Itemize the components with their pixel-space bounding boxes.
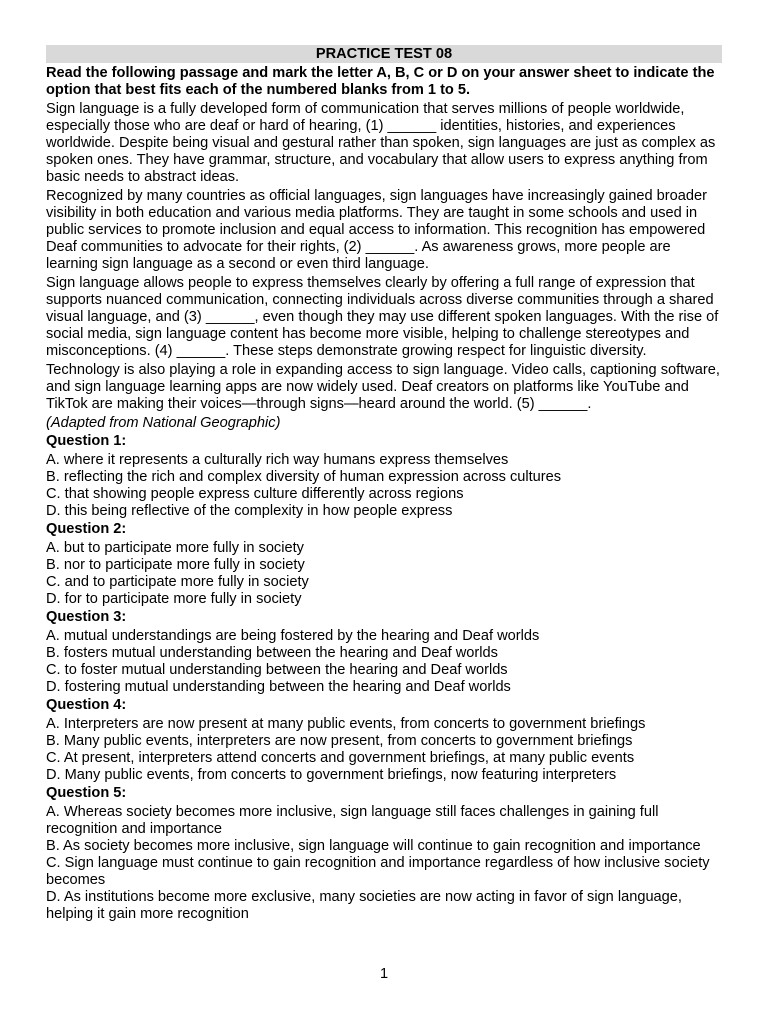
option-b: B. As society becomes more inclusive, sign language will continue to gain recognition and importance (46, 838, 701, 854)
passage-paragraph-1: Sign language is a fully developed form of communication that serves millions of people worldwide, especially those who are deaf or hard of hearing, (1) ______ identities, histories, and experiences worldwide. Despite being visual and gestural rather than spoken, sign languages are just as complex as spoken ones. They have grammar, structure, and vocabulary that allow users to express anything from basic needs to abstract ideas. (46, 101, 716, 185)
option-d: D. this being reflective of the complexity in how people express (46, 503, 453, 519)
instruction-text: Read the following passage and mark the letter A, B, C or D on your answer sheet to indicate the option that best fits each of the numbered blanks from 1 to 5. (46, 65, 715, 98)
source-citation: (Adapted from National Geographic) (46, 415, 281, 431)
passage-paragraph-2: Recognized by many countries as official languages, sign languages have increasingly gained broader visibility in both education and various media platforms. They are taught in some schools and used in public services to promote inclusion and equal access to information. This recognition has empowered Deaf communities to advocate for their rights, (2) ______. As awareness grows, more people are learning sign language as a second or even third language. (46, 188, 707, 272)
question-1 (46, 433, 722, 520)
question-3 (46, 609, 722, 696)
option-a: A. mutual understandings are being fostered by the hearing and Deaf worlds (46, 628, 540, 644)
option-a: A. Interpreters are now present at many public events, from concerts to government briefings (46, 716, 646, 732)
question-2 (46, 521, 722, 608)
option-c: C. that showing people express culture differently across regions (46, 486, 464, 502)
question-label: Question 2: (46, 521, 127, 537)
option-a: A. Whereas society becomes more inclusive, sign language still faces challenges in gaining full recognition and importance (46, 804, 659, 837)
test-title: PRACTICE TEST 08 (46, 45, 722, 63)
option-c: C. At present, interpreters attend concerts and government briefings, at many public events (46, 750, 635, 766)
question-label: Question 3: (46, 609, 127, 625)
option-b: B. reflecting the rich and complex diversity of human expression across cultures (46, 469, 562, 485)
question-label: Question 4: (46, 697, 127, 713)
option-a: A. but to participate more fully in society (46, 540, 304, 556)
option-c: C. to foster mutual understanding between the hearing and Deaf worlds (46, 662, 508, 678)
option-c: C. Sign language must continue to gain recognition and importance regardless of how inclusive society becomes (46, 855, 710, 888)
option-d: D. fostering mutual understanding between the hearing and Deaf worlds (46, 679, 511, 695)
option-b: B. fosters mutual understanding between the hearing and Deaf worlds (46, 645, 498, 661)
document-page (46, 45, 722, 924)
option-a: A. where it represents a culturally rich way humans express themselves (46, 452, 509, 468)
option-b: B. Many public events, interpreters are now present, from concerts to government briefings (46, 733, 633, 749)
option-d: D. As institutions become more exclusive, many societies are now acting in favor of sign language, helping it gain more recognition (46, 889, 682, 922)
question-5 (46, 785, 722, 923)
question-label: Question 5: (46, 785, 127, 801)
question-4 (46, 697, 722, 784)
question-label: Question 1: (46, 433, 127, 449)
option-b: B. nor to participate more fully in society (46, 557, 305, 573)
passage (46, 101, 722, 413)
option-c: C. and to participate more fully in society (46, 574, 309, 590)
option-d: D. Many public events, from concerts to government briefings, now featuring interpreters (46, 767, 617, 783)
passage-paragraph-4: Technology is also playing a role in expanding access to sign language. Video calls, captioning software, and sign language learning apps are now widely used. Deaf creators on platforms like YouTube and TikTok are making their voices—through signs—heard around the world. (5) ______. (46, 362, 720, 412)
page-number: 1 (379, 966, 389, 982)
option-d: D. for to participate more fully in society (46, 591, 302, 607)
passage-paragraph-3: Sign language allows people to express themselves clearly by offering a full range of expression that supports nuanced communication, connecting individuals across diverse communities through a shared visual language, and (3) ______, even though they may use different spoken languages. With the rise of social media, sign language content has become more visible, helping to challenge stereotypes and misconceptions. (4) ______. These steps demonstrate growing respect for linguistic diversity. (46, 275, 719, 359)
